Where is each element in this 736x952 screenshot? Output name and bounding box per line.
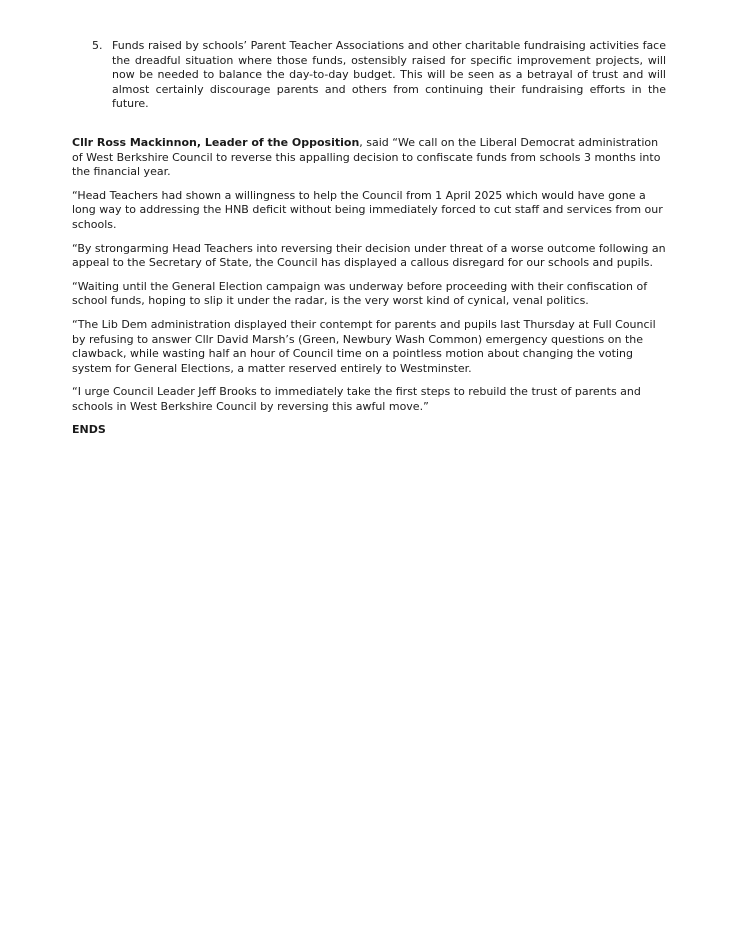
numbered-list-item <box>92 39 666 112</box>
quote-intro-paragraph <box>72 136 666 180</box>
list-item-text: Funds raised by schools’ Parent Teacher Associations and other charitable fundraising activities face the dreadful situation where those funds, ostensibly raised for specific improvement projects, will now be needed to balance the day-to-day budget. This will be seen as a betrayal of trust and will almost certainly discourage parents and others from continuing their fundraising efforts in the future. <box>112 39 666 111</box>
paragraph-head-teachers: “Head Teachers had shown a willingness to help the Council from 1 April 2025 which would have gone a long way to addressing the HNB deficit without being immediately forced to cut staff and services from our schools. <box>72 188 663 231</box>
ends-marker: ENDS <box>72 423 106 437</box>
quote-intro-text: , said “We call on the Liberal Democrat administration of West Berkshire Council to reverse this appalling decision to confiscate funds from schools 3 months into the financial year. <box>72 135 661 179</box>
paragraph-strongarming: “By strongarming Head Teachers into reversing their decision under threat of a worse outcome following an appeal to the Secretary of State, the Council has displayed a callous disregard for our schools and pupils. <box>72 241 666 270</box>
speaker-name: Cllr Ross Mackinnon, Leader of the Opposition <box>72 135 360 149</box>
list-number: 5. <box>92 39 103 52</box>
document-page <box>72 39 666 438</box>
paragraph-urge: “I urge Council Leader Jeff Brooks to immediately take the first steps to rebuild the trust of parents and schools in West Berkshire Council by reversing this awful move.” <box>72 385 641 413</box>
paragraph-lib-dem: “The Lib Dem administration displayed their contempt for parents and pupils last Thursday at Full Council by refusing to answer Cllr David Marsh’s (Green, Newbury Wash Common) emergency questions on the clawback, while wasting half an hour of Council time on a pointless motion about changing the voting system for General Elections, a matter reserved entirely to Westminster. <box>72 317 656 375</box>
paragraph-general-election: “Waiting until the General Election campaign was underway before proceeding with their confiscation of school funds, hoping to slip it under the radar, is the very worst kind of cynical, venal politics. <box>72 279 648 308</box>
